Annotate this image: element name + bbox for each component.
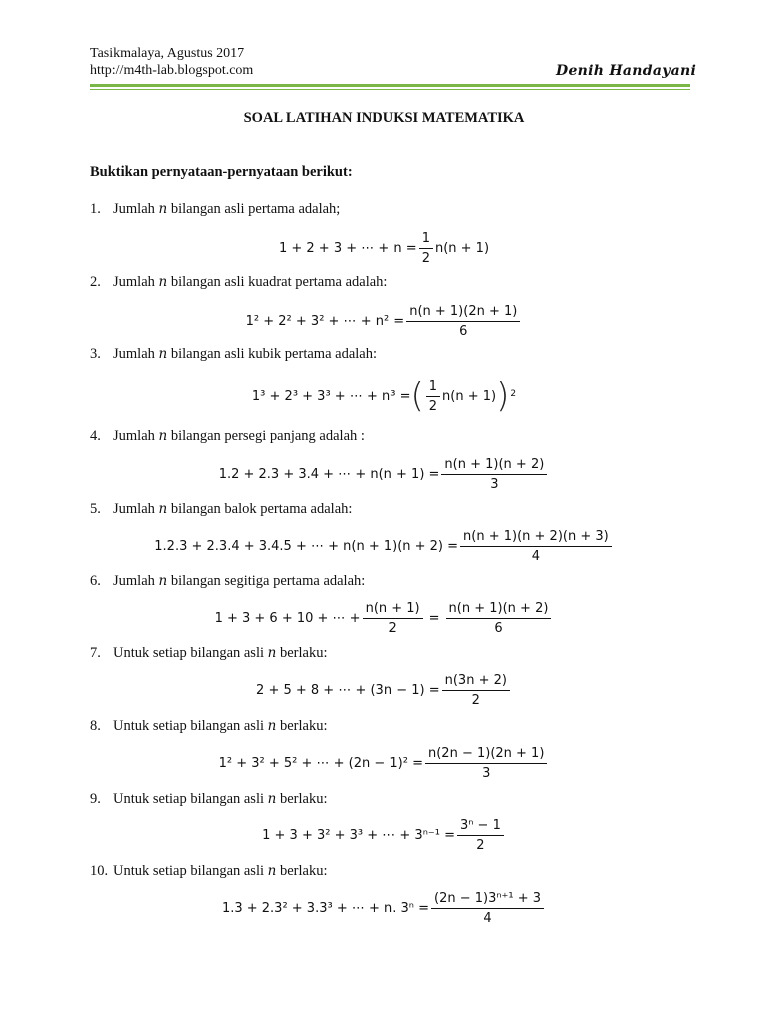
header-url[interactable]: http://m4th-lab.blogspot.com [90,63,254,78]
statement-post: bilangan persegi panjang adalah : [167,428,365,444]
fraction-numerator: 3ⁿ − 1 [457,818,504,836]
statement-pre: Jumlah [113,346,159,362]
formula [0,600,768,636]
statement-post: berlaku: [276,718,328,734]
formula-lhs: 1² + 3² + 5² + ⋯ + (2n − 1)² = [218,755,423,771]
statement-var: n [158,501,168,517]
fraction [425,746,547,781]
formula-lhs: 1 + 2 + 3 + ⋯ + n = [278,240,417,256]
statement-post: bilangan asli kubik pertama adalah: [167,346,377,362]
fraction-numerator: n(n + 1)(n + 2)(n + 3) [460,529,612,547]
problem-number: 9. [90,791,101,807]
statement-post: bilangan asli pertama adalah; [167,201,341,217]
fraction-numerator: n(n + 1) [363,601,423,619]
header-rule-thick [90,84,690,87]
problem-number: 4. [90,428,101,444]
fraction [460,529,612,564]
fraction-denominator: 3 [482,765,491,781]
fraction-numerator: n(n + 1)(n + 2) [446,601,552,619]
statement-var: n [267,791,277,807]
statement-post: bilangan asli kuadrat pertama adalah: [167,274,388,290]
intro-text: Buktikan pernyataan-pernyataan berikut: [90,164,353,180]
statement-var: n [267,718,277,734]
statement-pre: Untuk setiap bilangan asli [113,863,268,879]
fraction-denominator: 4 [531,548,541,564]
fraction-denominator: 6 [459,323,468,339]
fraction [426,379,440,414]
fraction-denominator: 2 [388,620,397,636]
formula-tail: n(n + 1) [434,240,490,256]
problem-statement [90,791,327,808]
problem-number: 7. [90,645,101,661]
formula [0,745,768,781]
problem-statement [90,201,340,218]
fraction [363,601,423,636]
problem-number: 3. [90,346,101,362]
formula [0,456,768,492]
statement-post: berlaku: [276,645,328,661]
statement-post: berlaku: [276,791,328,807]
formula-lhs: 1.2 + 2.3 + 3.4 + ⋯ + n(n + 1) = [218,466,440,482]
statement-var: n [267,863,277,879]
statement-pre: Untuk setiap bilangan asli [113,791,268,807]
fraction-denominator: 4 [483,910,492,926]
fraction-denominator: 2 [428,398,438,414]
fraction-numerator: (2n − 1)3ⁿ⁺¹ + 3 [431,891,544,909]
formula-lhs: 1² + 2² + 3² + ⋯ + n² = [245,313,405,329]
formula [0,230,768,266]
statement-var: n [158,346,168,362]
problem-statement [90,346,377,363]
formula [0,890,768,926]
problem-number: 10. [90,863,109,879]
exponent: 2 [510,389,517,399]
fraction-denominator: 2 [471,692,480,708]
fraction-numerator: n(2n − 1)(2n + 1) [425,746,547,764]
formula [0,817,768,853]
fraction-numerator: n(n + 1)(2n + 1) [406,304,520,322]
statement-pre: Untuk setiap bilangan asli [113,718,268,734]
left-paren: ( [410,376,424,416]
statement-pre: Jumlah [113,201,159,217]
fraction-numerator: n(n + 1)(n + 2) [441,457,547,475]
statement-post: berlaku: [276,863,328,879]
statement-pre: Untuk setiap bilangan asli [113,645,268,661]
problem-statement [90,573,365,590]
formula-lhs: 1³ + 2³ + 3³ + ⋯ + n³ = [251,388,411,404]
fraction-denominator: 2 [421,250,430,266]
formula [0,373,768,419]
formula-lhs: 1.3 + 2.3² + 3.3³ + ⋯ + n. 3ⁿ = [221,900,429,916]
header-rule-thin [90,89,690,90]
problem-statement [90,428,365,445]
header-author: Denih Handayani [556,63,697,79]
problem-number: 1. [90,201,101,217]
fraction-numerator: n(3n + 2) [442,673,510,691]
page-title: SOAL LATIHAN INDUKSI MATEMATIKA [243,110,525,126]
formula-lhs: 1 + 3 + 3² + 3³ + ⋯ + 3ⁿ⁻¹ = [262,827,455,843]
problem-statement [90,645,327,662]
problem-number: 5. [90,501,101,517]
statement-pre: Jumlah [113,501,159,517]
fraction [446,601,552,636]
fraction [431,891,544,926]
problem-number: 8. [90,718,101,734]
formula [0,528,768,564]
statement-var: n [158,573,168,589]
problem-statement [90,501,352,518]
fraction [457,818,504,853]
fraction [441,457,547,492]
problem-number: 2. [90,274,101,290]
header-info [90,45,253,79]
problem-number: 6. [90,573,101,589]
statement-pre: Jumlah [113,573,159,589]
problem-statement [90,718,327,735]
fraction-numerator: 1 [426,379,440,397]
statement-var: n [158,428,168,444]
fraction [406,304,520,339]
formula-lhs: 2 + 5 + 8 + ⋯ + (3n − 1) = [256,682,440,698]
fraction [442,673,510,708]
formula-lhs: 1 + 3 + 6 + 10 + ⋯ + [214,610,361,626]
formula-tail: n(n + 1) [442,388,497,404]
formula [0,303,768,339]
statement-pre: Jumlah [113,274,159,290]
statement-pre: Jumlah [113,428,159,444]
fraction-denominator: 2 [476,837,485,853]
fraction-denominator: 3 [490,476,499,492]
formula [0,672,768,708]
formula-lhs: 1.2.3 + 2.3.4 + 3.4.5 + ⋯ + n(n + 1)(n + 2) = [154,538,459,554]
header-place-date: Tasikmalaya, Agustus 2017 [90,46,245,61]
right-paren: ) [496,376,510,416]
fraction [419,231,433,266]
statement-var: n [267,645,277,661]
problem-statement [90,863,327,880]
problem-statement [90,274,387,291]
fraction-numerator: 1 [419,231,433,249]
statement-var: n [158,274,168,290]
statement-var: n [158,201,168,217]
fraction-denominator: 6 [494,620,503,636]
statement-post: bilangan segitiga pertama adalah: [167,573,366,589]
statement-post: bilangan balok pertama adalah: [167,501,353,517]
equals-sign: = [428,610,440,626]
